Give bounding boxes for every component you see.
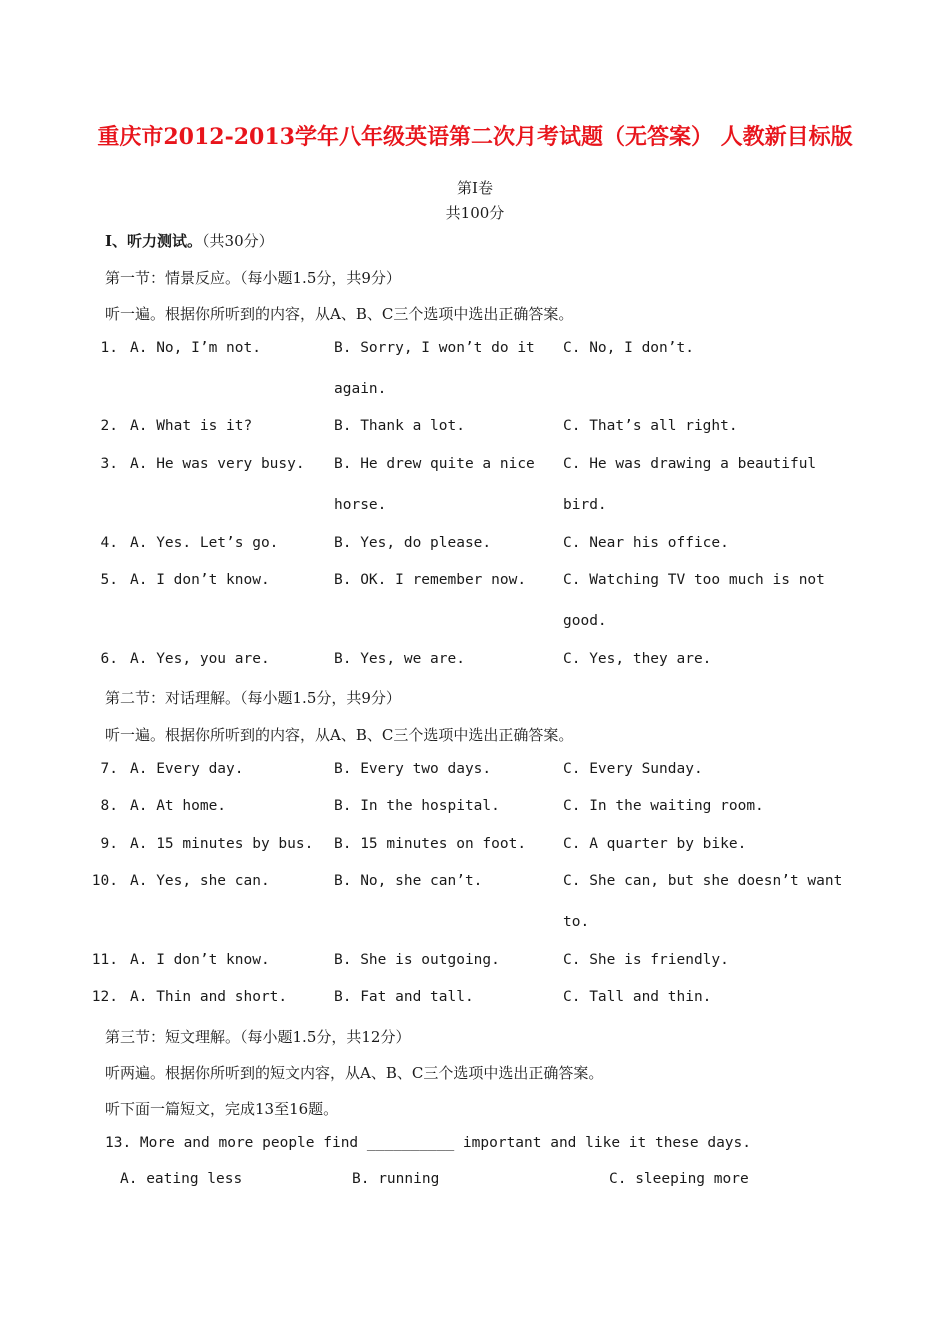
section-heading [105, 230, 274, 251]
option-c-continued: good. [563, 613, 607, 629]
volume-label: 第Ⅰ卷 [457, 179, 493, 197]
option-c: C. sleeping more [609, 1171, 749, 1187]
question-number: 8. [100, 798, 118, 814]
option-a: A. Every day. [130, 761, 244, 777]
total-score: 共100分 [445, 204, 505, 222]
question-number: 2. [100, 418, 118, 434]
option-a: A. 15 minutes by bus. [130, 836, 314, 852]
option-b: B. Fat and tall. [334, 989, 474, 1005]
option-b: B. In the hospital. [334, 798, 500, 814]
question-number: 6. [100, 651, 118, 667]
option-a: A. Yes, she can. [130, 873, 270, 889]
option-a: A. I don’t know. [130, 572, 270, 588]
section-points: （共30分） [202, 232, 274, 250]
option-a: A. He was very busy. [130, 456, 305, 472]
part1-heading: 第一节：情景反应。（每小题1.5分，共9分） [105, 269, 401, 287]
option-c-continued: bird. [563, 497, 607, 513]
option-c: C. In the waiting room. [563, 798, 764, 814]
option-c: C. That’s all right. [563, 418, 738, 434]
option-a: A. Yes. Let’s go. [130, 535, 279, 551]
option-b: B. 15 minutes on foot. [334, 836, 527, 852]
question-number: 11. [91, 952, 118, 968]
option-a: A. I don’t know. [130, 952, 270, 968]
option-c: C. Watching TV too much is not [563, 572, 825, 588]
option-c: C. She is friendly. [563, 952, 729, 968]
option-a: A. No, I’m not. [130, 340, 261, 356]
option-c: C. A quarter by bike. [563, 836, 747, 852]
question-number: 1. [100, 340, 118, 356]
question-number: 9. [100, 836, 118, 852]
question-number: 10. [91, 873, 118, 889]
part3-heading: 第三节：短文理解。（每小题1.5分，共12分） [105, 1028, 411, 1046]
document-title: 重庆市2012-2013学年八年级英语第二次月考试题（无答案） 人教新目标版 [97, 124, 853, 150]
option-a: A. What is it? [130, 418, 253, 434]
question-number: 12. [91, 989, 118, 1005]
option-b: B. No, she can’t. [334, 873, 483, 889]
option-c-continued: to. [563, 914, 590, 930]
option-b: B. Yes, we are. [334, 651, 465, 667]
section-title: Ⅰ、听力测试。 [105, 232, 203, 250]
option-a: A. Thin and short. [130, 989, 288, 1005]
question-number: 7. [100, 761, 118, 777]
option-b: B. Every two days. [334, 761, 492, 777]
part2-heading: 第二节：对话理解。（每小题1.5分，共9分） [105, 689, 401, 707]
option-c: C. Near his office. [563, 535, 729, 551]
question-number: 5. [100, 572, 118, 588]
option-b: B. He drew quite a nice [334, 456, 535, 472]
option-c: C. He was drawing a beautiful [563, 456, 817, 472]
option-b: B. running [352, 1171, 440, 1187]
option-a: A. eating less [120, 1171, 243, 1187]
option-b: B. Thank a lot. [334, 418, 465, 434]
part1-instruction: 听一遍。根据你所听到的内容，从A、B、C三个选项中选出正确答案。 [105, 305, 574, 323]
part3-instruction: 听两遍。根据你所听到的短文内容，从A、B、C三个选项中选出正确答案。 [105, 1064, 604, 1082]
option-b: B. Sorry, I won’t do it [334, 340, 535, 356]
question-number: 4. [100, 535, 118, 551]
option-c: C. Yes, they are. [563, 651, 712, 667]
part3-sub-instruction: 听下面一篇短文，完成13至16题。 [105, 1100, 339, 1118]
question-number: 3. [100, 456, 118, 472]
question-13-stem: 13. More and more people find __________ important and like it these days. [105, 1135, 752, 1151]
option-b-continued: horse. [334, 497, 387, 513]
option-c: C. Tall and thin. [563, 989, 712, 1005]
option-a: A. At home. [130, 798, 227, 814]
option-b: B. OK. I remember now. [334, 572, 527, 588]
option-c: C. No, I don’t. [563, 340, 694, 356]
part2-instruction: 听一遍。根据你所听到的内容，从A、B、C三个选项中选出正确答案。 [105, 726, 574, 744]
option-a: A. Yes, you are. [130, 651, 270, 667]
option-b-continued: again. [334, 381, 387, 397]
option-b: B. She is outgoing. [334, 952, 500, 968]
option-b: B. Yes, do please. [334, 535, 492, 551]
option-c: C. Every Sunday. [563, 761, 703, 777]
option-c: C. She can, but she doesn’t want [563, 873, 843, 889]
